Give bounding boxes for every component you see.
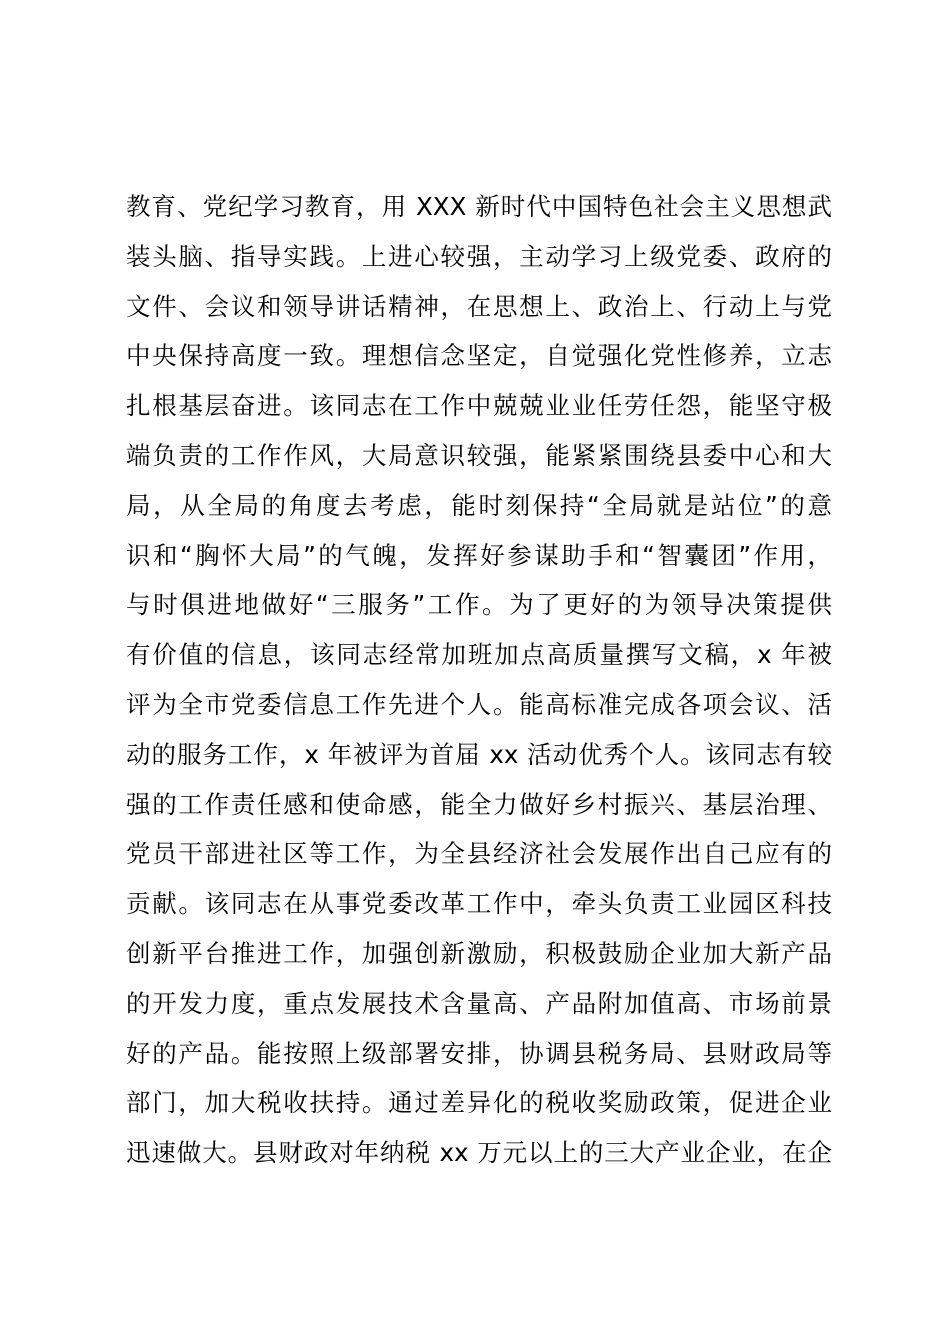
text-line: 评为全市党委信息工作先进个人。能高标准完成各项会议、活	[126, 689, 832, 719]
text-line: 装头脑、指导实践。上进心较强，主动学习上级党委、政府的	[126, 241, 832, 271]
text-line: 迅速做大。县财政对年纳税 xx 万元以上的三大产业企业，在企	[126, 1138, 832, 1168]
text-line: 贡献。该同志在从事党委改革工作中，牵头负责工业园区科技	[126, 889, 832, 919]
text-line: 识和“胸怀大局”的气魄，发挥好参谋助手和“智囊团”作用，	[126, 540, 832, 570]
text-line: 文件、会议和领导讲话精神，在思想上、政治上、行动上与党	[126, 291, 832, 321]
text-line: 教育、党纪学习教育，用 XXX 新时代中国特色社会主义思想武	[126, 192, 832, 221]
text-line: 与时俱进地做好“三服务”工作。为了更好的为领导决策提供	[126, 590, 832, 620]
body-paragraph	[126, 182, 832, 1178]
text-line: 好的产品。能按照上级部署安排，协调县税务局、县财政局等	[126, 1038, 832, 1068]
text-line: 端负责的工作作风，大局意识较强，能紧紧围绕县委中心和大	[126, 440, 832, 470]
text-line: 党员干部进社区等工作，为全县经济社会发展作出自己应有的	[126, 839, 832, 869]
text-line: 扎根基层奋进。该同志在工作中兢兢业业任劳任怨，能坚守极	[126, 391, 832, 421]
text-line: 部门，加大税收扶持。通过差异化的税收奖励政策，促进企业	[126, 1088, 832, 1118]
text-line: 局，从全局的角度去考虑，能时刻保持“全局就是站位”的意	[126, 490, 832, 520]
text-line: 有价值的信息，该同志经常加班加点高质量撰写文稿，x 年被	[126, 640, 832, 670]
text-line: 创新平台推进工作，加强创新激励，积极鼓励企业加大新产品	[126, 938, 832, 968]
text-line: 中央保持高度一致。理想信念坚定，自觉强化党性修养，立志	[126, 341, 832, 371]
text-line: 的开发力度，重点发展技术含量高、产品附加值高、市场前景	[126, 988, 832, 1018]
text-line: 动的服务工作，x 年被评为首届 xx 活动优秀个人。该同志有较	[126, 739, 832, 769]
text-line: 强的工作责任感和使命感，能全力做好乡村振兴、基层治理、	[126, 789, 832, 819]
